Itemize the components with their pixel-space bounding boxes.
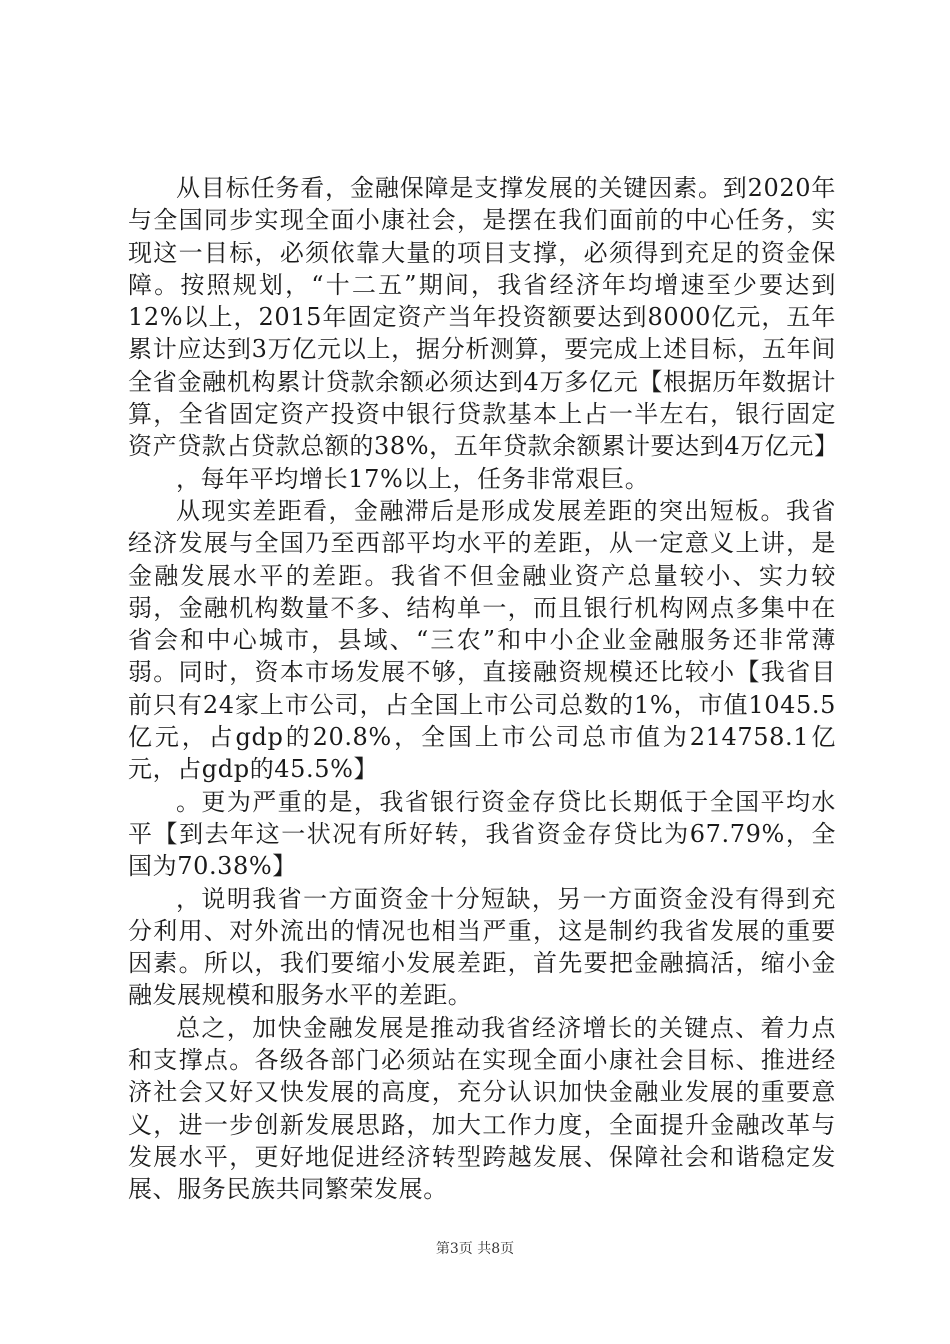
paragraph: 总之，加快金融发展是推动我省经济增长的关键点、着力点和支撑点。各级各部门必须站在实现全面小康社会目标、推进经济社会又好又快发展的高度，充分认识加快金融业发展的重要意义，进一步创新发展思路，加大工作力度，全面提升金融改革与发展水平，更好地促进经济转型跨越发展、保障社会和谐稳定发展、服务民族共同繁荣发展。 [128, 1013, 836, 1204]
paragraph: ，每年平均增长17%以上，任务非常艰巨。 [176, 464, 650, 493]
page-footer: 第3页 共8页 [435, 1241, 515, 1257]
paragraph: 从目标任务看，金融保障是支撑发展的关键因素。到2020年与全国同步实现全面小康社会，是摆在我们面前的中心任务，实现这一目标，必须依靠大量的项目支撑，必须得到充足的资金保障。按照规划，“十二五”期间，我省经济年均增速至少要达到12%以上，2015年固定资产当年投资额要达到8000亿元，五年累计应达到3万亿元以上，据分析测算，要完成上述目标，五年间全省金融机构累计贷款余额必须达到4万多亿元【根据历年数据计算，全省固定资产投资中银行贷款基本上占一半左右，银行固定资产贷款占贷款总额的38%，五年贷款余额累计要达到4万亿元】 [128, 174, 839, 461]
body-text [128, 172, 839, 1206]
paragraph: ，说明我省一方面资金十分短缺，另一方面资金没有得到充分利用、对外流出的情况也相当严重，这是制约我省发展的重要因素。所以，我们要缩小发展差距，首先要把金融搞活，缩小金融发展规模和服务水平的差距。 [128, 884, 836, 1010]
paragraph: 。更为严重的是，我省银行资金存贷比长期低于全国平均水平【到去年这一状况有所好转，我省资金存贷比为67.79%，全国为70.38%】 [128, 787, 836, 881]
paragraph: 从现实差距看，金融滞后是形成发展差距的突出短板。我省经济发展与全国乃至西部平均水平的差距，从一定意义上讲，是金融发展水平的差距。我省不但金融业资产总量较小、实力较弱，金融机构数量不多、结构单一，而且银行机构网点多集中在省会和中心城市，县域、“三农”和中小企业金融服务还非常薄弱。同时，资本市场发展不够，直接融资规模还比较小【我省目前只有24家上市公司，占全国上市公司总数的1%，市值1045.5亿元，占gdp的20.8%，全国上市公司总市值为214758.1亿元，占gdp的45.5%】 [128, 496, 836, 784]
